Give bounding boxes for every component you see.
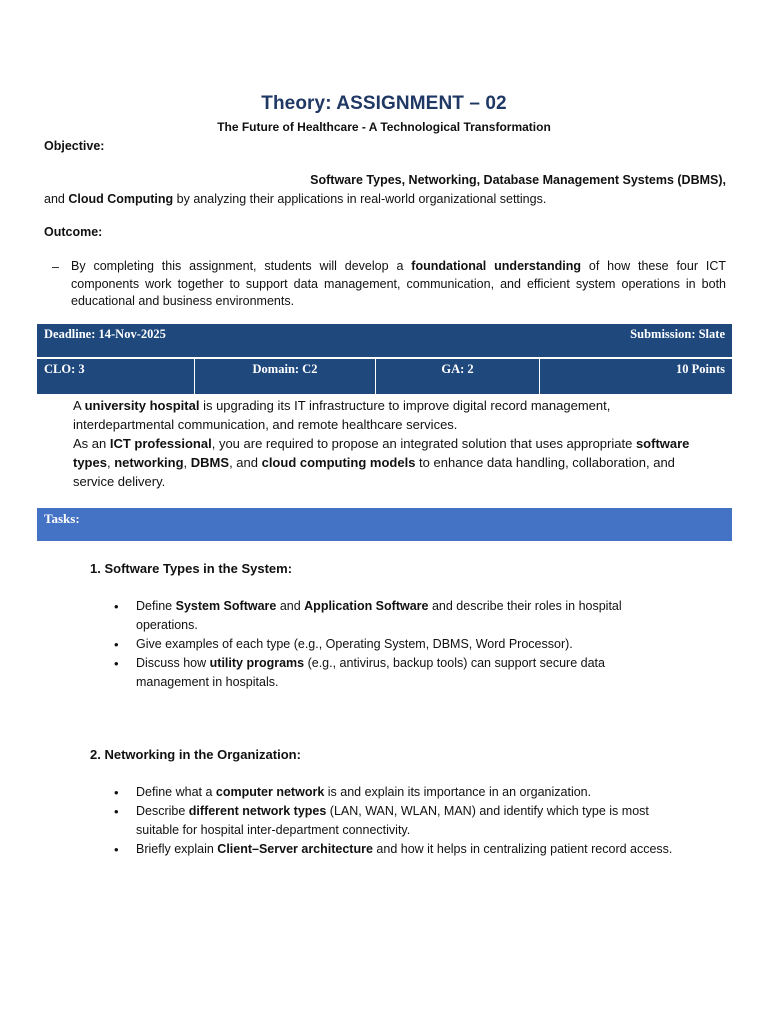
item-text: (e.g., antivirus, backup tools) can support secure data management in hospitals. [136, 656, 605, 689]
scenario-text: , you are required to propose an integrated solution that uses appropriate [211, 436, 636, 451]
item-text: Give examples of each type (e.g., Operating System, DBMS, Word Processor). [136, 637, 573, 651]
list-item [114, 783, 674, 802]
item-text: and describe their roles in hospital operations. [136, 599, 622, 632]
item-bold: Application Software [304, 599, 429, 613]
task-2-list [114, 783, 674, 859]
outcome-dash: – [52, 260, 59, 274]
scenario-paragraph-1 [73, 396, 693, 434]
deadline-bar [37, 324, 732, 357]
item-bold: different network types [188, 804, 327, 818]
list-item [114, 597, 674, 635]
item-text: Briefly explain [136, 842, 218, 856]
objective-label: Objective: [44, 139, 105, 153]
task-2-heading: 2. Networking in the Organization: [90, 747, 301, 762]
submission: Submission: Slate [630, 327, 725, 341]
outcome-text-post: of how these four ICT components work together to support data management, communication, and efficient system operations in both educational and business environments. [71, 259, 727, 308]
scenario-text: A [73, 398, 85, 413]
objective-line-2 [44, 190, 726, 208]
scenario-text: to enhance data handling, collaboration, and service delivery. [73, 455, 675, 489]
scenario-text: As an [73, 436, 110, 451]
scenario-text: is upgrading its IT infrastructure to improve digital record management, interdepartmental communication, and remote healthcare services. [73, 398, 611, 432]
item-text: and [276, 599, 305, 613]
objective-line-1 [44, 171, 726, 189]
task-1-heading: 1. Software Types in the System: [90, 561, 293, 576]
list-item [114, 840, 674, 859]
scenario-text: , and [229, 455, 262, 470]
list-item [114, 802, 674, 840]
assessment-info-bar [37, 359, 732, 394]
task-1-list [114, 597, 674, 692]
objective-topics: Software Types, Networking, Database Management Systems (DBMS), [310, 173, 726, 187]
objective-text: and [44, 192, 69, 206]
list-item [114, 635, 674, 654]
page-title: Theory: ASSIGNMENT – 02 [261, 93, 507, 114]
outcome-text-bold: foundational understanding [411, 259, 581, 273]
outcome-text [71, 258, 726, 311]
page-subtitle: The Future of Healthcare - A Technological Transformation [217, 120, 551, 134]
outcome-label: Outcome: [44, 225, 103, 239]
scenario-bold: networking [114, 455, 184, 470]
item-text: Define what a [136, 785, 216, 799]
scenario-text: , [106, 455, 115, 470]
points-cell: 10 Points [676, 362, 725, 376]
item-text: and how it helps in centralizing patient record access. [372, 842, 673, 856]
item-text: Define [136, 599, 176, 613]
item-text: Discuss how [136, 656, 210, 670]
objective-text-end: by analyzing their applications in real-world organizational settings. [173, 192, 547, 206]
list-item [114, 654, 674, 692]
scenario-bold: cloud computing models [261, 455, 416, 470]
item-text: is and explain its importance in an organization. [324, 785, 592, 799]
item-bold: Client–Server architecture [217, 842, 373, 856]
outcome-text-pre: By completing this assignment, students will develop a [71, 259, 412, 273]
scenario-bold: DBMS [190, 455, 230, 470]
deadline: Deadline: 14-Nov-2025 [44, 327, 166, 341]
scenario-paragraph-2 [73, 434, 693, 491]
tasks-bar [37, 508, 732, 541]
item-text: Describe [136, 804, 189, 818]
ga-cell: GA: 2 [376, 359, 540, 394]
scenario-bold: ICT professional [109, 436, 212, 451]
objective-cloud: Cloud Computing [68, 192, 174, 206]
item-bold: System Software [175, 599, 277, 613]
item-bold: utility programs [209, 656, 305, 670]
tasks-label: Tasks: [44, 511, 80, 526]
clo-cell: CLO: 3 [37, 359, 195, 394]
scenario-text: , [183, 455, 191, 470]
item-text: (LAN, WAN, WLAN, MAN) and identify which type is most suitable for hospital inter-department connectivity. [136, 804, 649, 837]
item-bold: computer network [215, 785, 325, 799]
scenario-bold: software types [73, 436, 690, 470]
domain-cell: Domain: C2 [195, 359, 376, 394]
scenario-hospital: university hospital [84, 398, 200, 413]
